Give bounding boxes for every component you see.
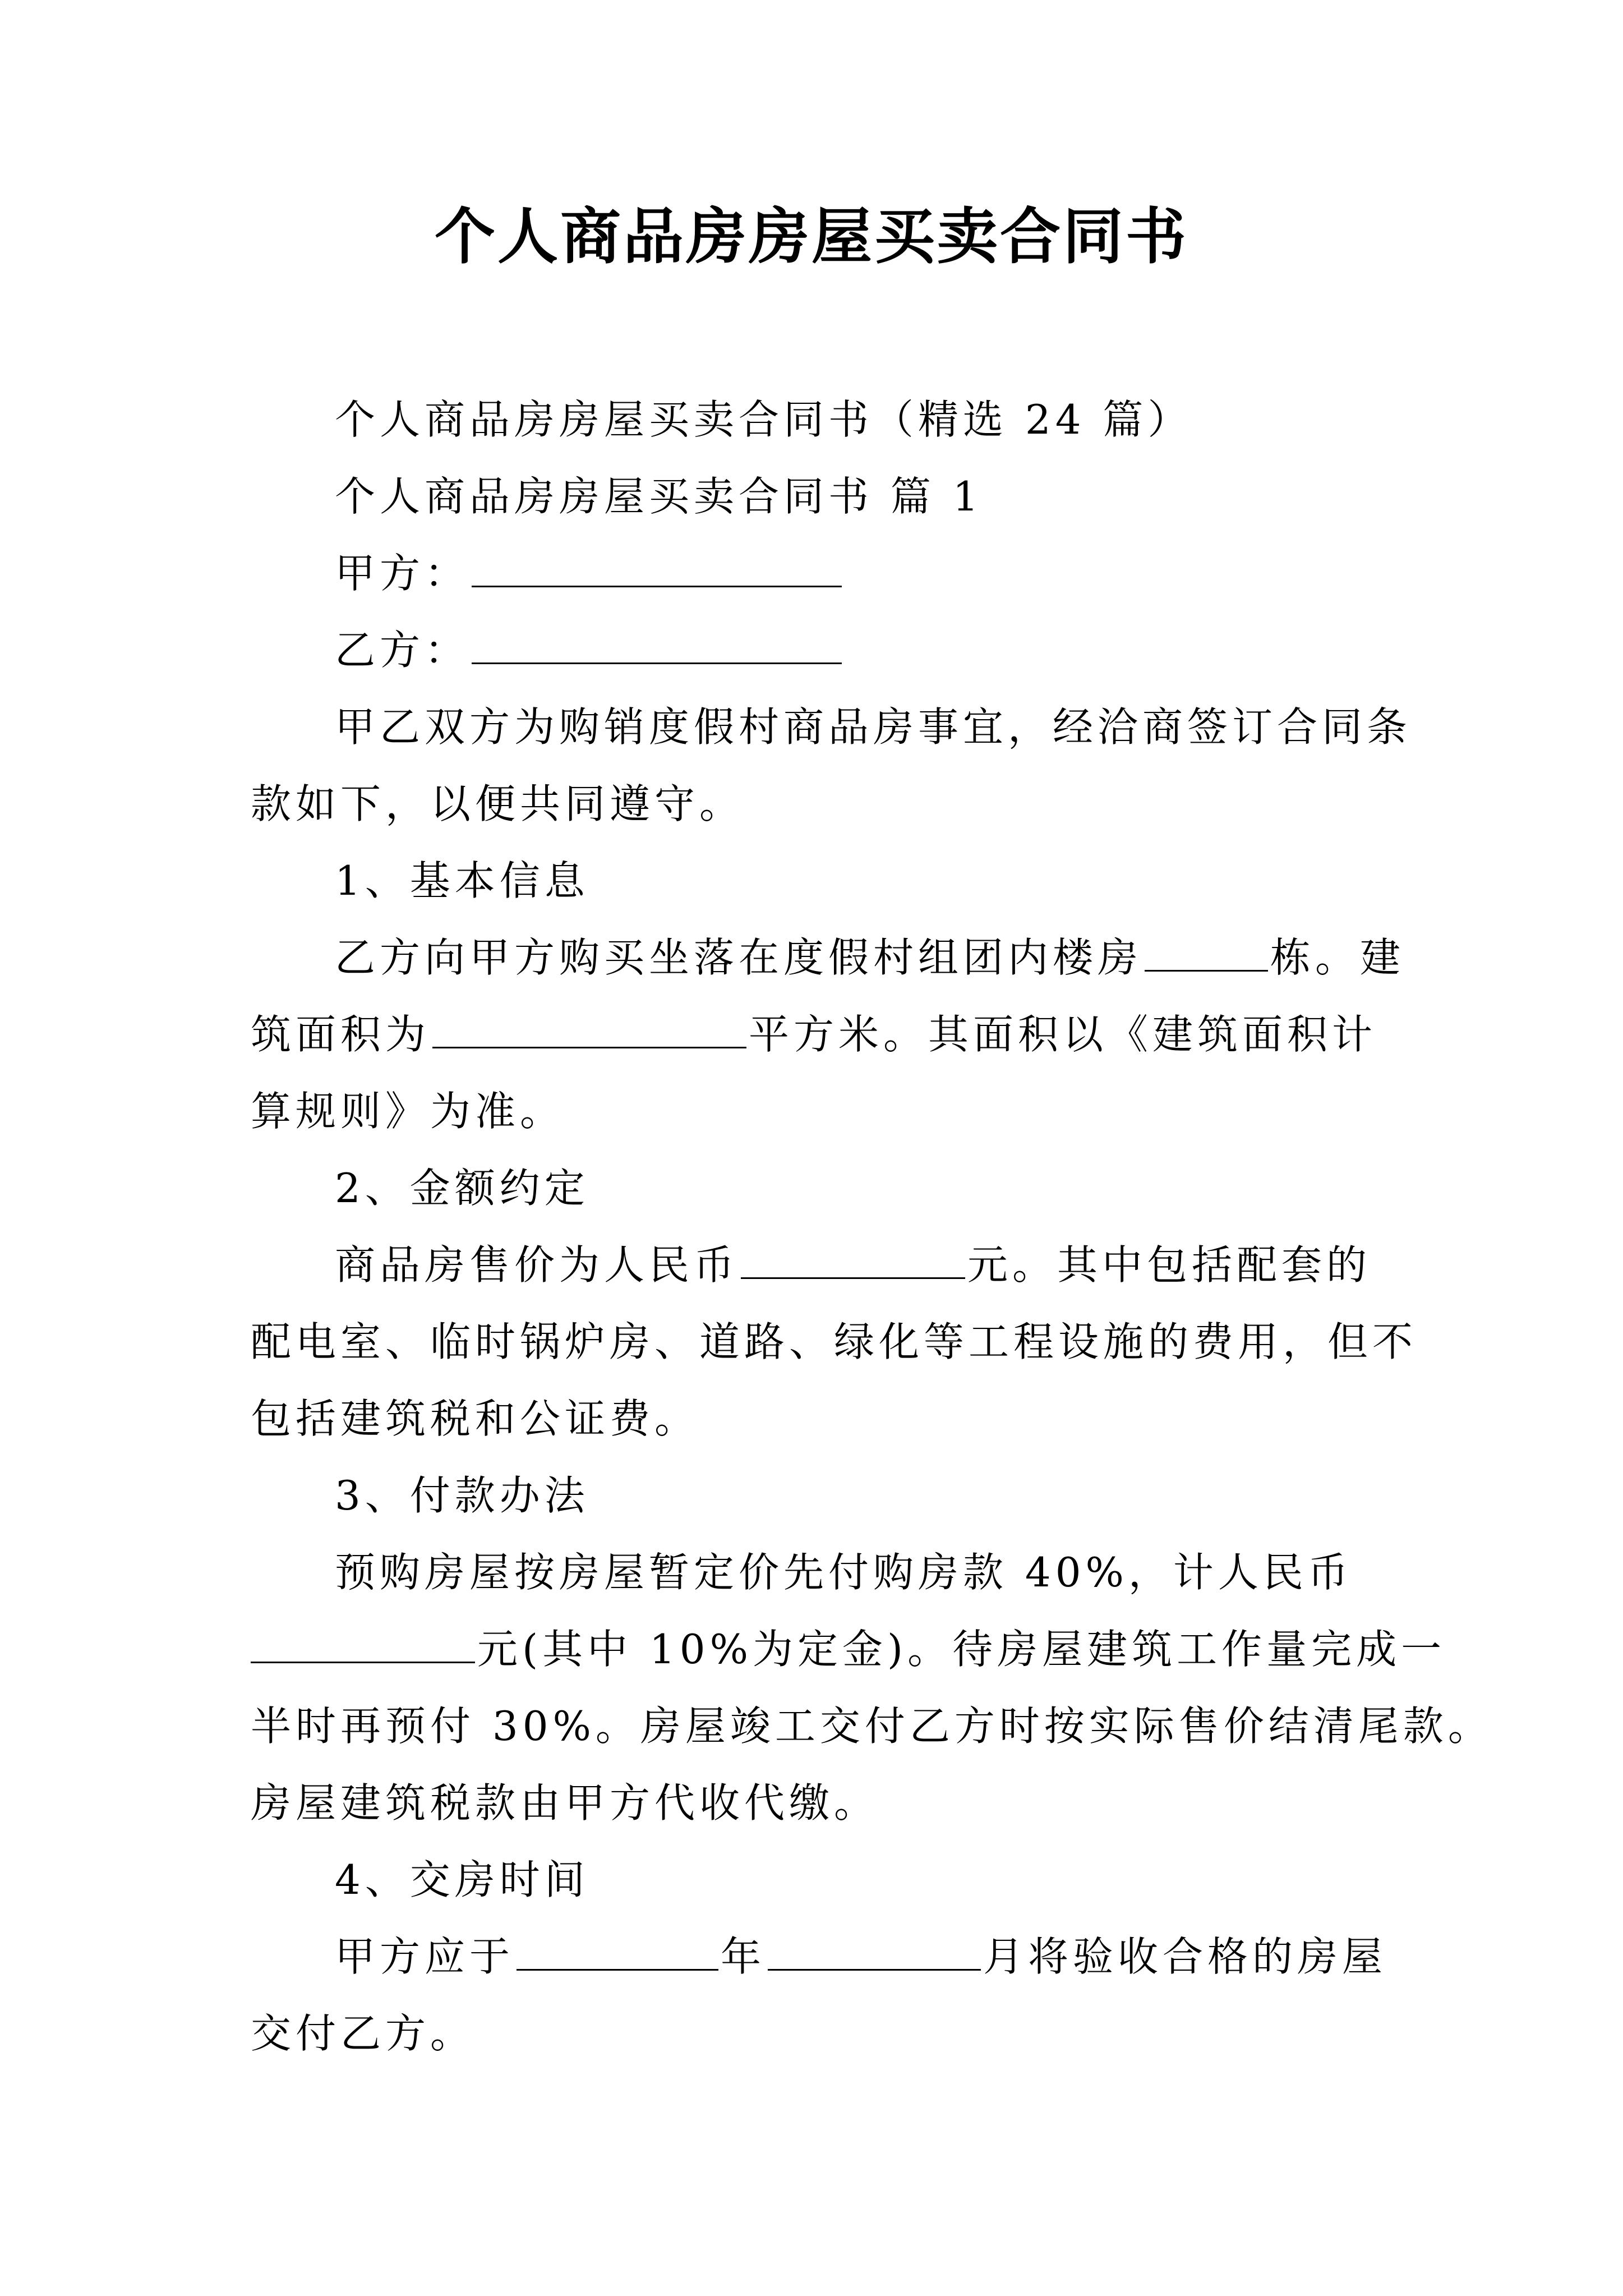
- section-4-line-2: 交付乙方。: [251, 2010, 476, 2057]
- party-a-label: 甲方：: [335, 550, 470, 597]
- subtitle: 个人商品房房屋买卖合同书（精选 24 篇）: [335, 396, 1193, 443]
- party-a-blank: [472, 549, 842, 587]
- section-3-line-2: [251, 1611, 1446, 1688]
- section-4-text-b: 年: [721, 1933, 766, 1980]
- building-number-blank: [1145, 933, 1268, 972]
- section-2-line-1: [251, 1227, 1395, 1304]
- section-4-text-c: 月将验收合格的房屋: [983, 1933, 1387, 1980]
- section-1-text-a: 乙方向甲方购买坐落在度假村组团内楼房: [335, 934, 1143, 981]
- section-1-heading: 1、基本信息: [335, 857, 589, 904]
- intro-line-1: 甲乙双方为购销度假村商品房事宜，经洽商签订合同条: [335, 703, 1412, 751]
- section-3-line-4: 房屋建筑税款由甲方代收代缴。: [251, 1779, 879, 1826]
- party-b-label: 乙方：: [335, 627, 470, 674]
- party-a-line: [251, 535, 1395, 612]
- section-3-text-b: 元(其中 10%为定金)。待房屋建筑工作量完成一: [477, 1626, 1446, 1673]
- price-blank: [741, 1240, 965, 1279]
- month-blank: [768, 1932, 981, 1971]
- year-blank: [517, 1932, 718, 1971]
- document-title: 个人商品房房屋买卖合同书: [434, 201, 1188, 272]
- party-b-blank: [472, 625, 842, 664]
- section-2-text-a: 商品房售价为人民币: [335, 1241, 739, 1289]
- section-2-text-b: 元。其中包括配套的: [967, 1241, 1372, 1289]
- section-1-text-b: 栋。建: [1270, 934, 1405, 981]
- section-1-line-3: 算规则》为准。: [251, 1088, 565, 1135]
- section-heading: 个人商品房房屋买卖合同书 篇 1: [335, 473, 983, 520]
- section-1-line-1: [251, 919, 1405, 996]
- section-2-line-2: 配电室、临时锅炉房、道路、绿化等工程设施的费用，但不: [251, 1318, 1418, 1365]
- section-1-line-2: [251, 996, 1395, 1073]
- section-3-line-1: 预购房屋按房屋暂定价先付购房款 40%，计人民币: [335, 1549, 1353, 1596]
- section-4-heading: 4、交房时间: [335, 1856, 589, 1903]
- document-body: [251, 381, 1493, 2072]
- section-2-heading: 2、金额约定: [335, 1165, 589, 1212]
- section-4-text-a: 甲方应于: [335, 1933, 515, 1980]
- area-blank: [432, 1010, 746, 1048]
- intro-line-2: 款如下，以便共同遵守。: [251, 780, 745, 827]
- section-1-text-d: 平方米。其面积以《建筑面积计: [749, 1011, 1377, 1058]
- section-3-line-3: 半时再预付 30%。房屋竣工交付乙方时按实际售价结清尾款。: [251, 1703, 1493, 1750]
- section-4-line-1: [251, 1918, 1395, 1995]
- section-2-line-3: 包括建筑税和公证费。: [251, 1395, 700, 1442]
- payment-blank: [251, 1625, 475, 1663]
- section-1-text-c: 筑面积为: [251, 1011, 431, 1058]
- section-3-heading: 3、付款办法: [335, 1472, 589, 1519]
- party-b-line: [251, 612, 1395, 689]
